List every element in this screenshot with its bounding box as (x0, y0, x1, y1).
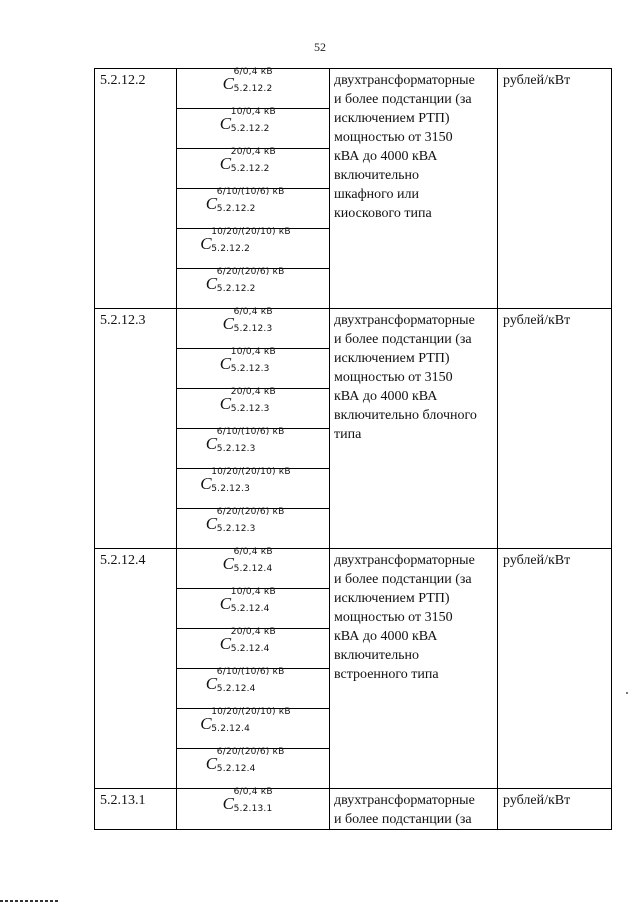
rate-symbol-voltage: 20/0,4 кВ (230, 387, 276, 397)
item-unit: рублей/кВт (498, 309, 612, 549)
rate-symbol-base: C (222, 314, 234, 333)
description-line: мощностью от 3150 (334, 130, 453, 145)
description-line: и более подстанции (за (334, 332, 472, 347)
rate-symbol-base: C (200, 714, 212, 733)
description-line: шкафного или (334, 187, 420, 202)
rate-symbol-cell (177, 629, 330, 669)
rate-symbol-cell (177, 229, 330, 269)
rate-symbol-base: C (200, 474, 212, 493)
rate-symbol-index: 5.2.12.4 (233, 564, 273, 574)
rate-symbol-base: C (219, 394, 232, 413)
rate-symbol-index: 5.2.12.4 (230, 604, 270, 614)
rate-symbol-cell (177, 509, 330, 549)
item-code: 5.2.12.2 (95, 69, 177, 309)
rate-symbol-base: C (205, 514, 218, 533)
description-line: исключением РТП) (334, 111, 450, 126)
rate-symbol-base: C (219, 594, 232, 613)
rate-symbol-cell (177, 189, 330, 229)
rate-symbol-base: C (219, 634, 232, 653)
description-line: киоскового типа (334, 206, 432, 221)
rate-symbol-cell (177, 269, 330, 309)
description-line: двухтрансформаторные (334, 793, 475, 808)
rate-symbol-voltage: 6/0,4 кВ (233, 67, 273, 77)
description-line: и более подстанции (за (334, 92, 472, 107)
rate-symbol-base: C (219, 354, 232, 373)
description-line: типа (334, 427, 362, 442)
rate-symbol-voltage: 6/20/(20/6) кВ (216, 747, 285, 757)
item-code: 5.2.13.1 (95, 789, 177, 830)
item-description (330, 69, 498, 309)
rate-symbol-cell (177, 469, 330, 509)
description-line: кВА до 4000 кВА (334, 629, 438, 644)
description-line: включительно блочного (334, 408, 477, 423)
description-line: включительно (334, 168, 420, 183)
rate-symbol-voltage: 10/20/(20/10) кВ (211, 707, 291, 717)
rate-symbol-voltage: 6/0,4 кВ (233, 547, 273, 557)
description-line: двухтрансформаторные (334, 73, 475, 88)
rate-symbol-base: C (205, 434, 218, 453)
rate-symbol (200, 467, 306, 497)
rate-symbol-base: C (222, 74, 234, 93)
description-line: двухтрансформаторные (334, 553, 475, 568)
description-line: и более подстанции (за (334, 812, 472, 827)
scan-edge-mark (0, 900, 58, 902)
rate-symbol (222, 547, 284, 577)
description-line: исключением РТП) (334, 351, 450, 366)
item-description (330, 789, 498, 830)
rate-symbol-index: 5.2.12.3 (216, 444, 256, 454)
rate-symbol-base: C (205, 754, 218, 773)
rate-symbol-voltage: 10/0,4 кВ (230, 347, 276, 357)
rate-symbol-voltage: 20/0,4 кВ (230, 627, 276, 637)
rate-symbol-cell (177, 429, 330, 469)
rate-symbol-voltage: 10/20/(20/10) кВ (211, 467, 291, 477)
table-row (95, 789, 612, 830)
description-line: кВА до 4000 кВА (334, 389, 438, 404)
rate-symbol-index: 5.2.12.3 (211, 484, 251, 494)
rate-symbol (222, 67, 284, 97)
rate-symbol-base: C (205, 674, 218, 693)
rate-symbol-base: C (219, 154, 232, 173)
rate-symbol-cell (177, 549, 330, 589)
tariff-table (94, 68, 612, 830)
rate-symbol (205, 507, 300, 537)
rate-symbol-cell (177, 389, 330, 429)
rate-symbol-base: C (219, 114, 232, 133)
item-code: 5.2.12.4 (95, 549, 177, 789)
rate-symbol-cell (177, 69, 330, 109)
rate-symbol (222, 307, 284, 337)
rate-symbol-cell (177, 669, 330, 709)
rate-symbol-voltage: 10/20/(20/10) кВ (211, 227, 291, 237)
rate-symbol-index: 5.2.12.4 (216, 684, 256, 694)
rate-symbol-base: C (200, 234, 212, 253)
rate-symbol-voltage: 10/0,4 кВ (230, 107, 276, 117)
rate-symbol (219, 147, 286, 177)
item-description (330, 309, 498, 549)
rate-symbol-index: 5.2.12.2 (216, 284, 256, 294)
rate-symbol-base: C (222, 794, 234, 813)
rate-symbol-index: 5.2.12.2 (211, 244, 251, 254)
rate-symbol-index: 5.2.12.4 (216, 764, 256, 774)
rate-symbol-base: C (222, 554, 234, 573)
rate-symbol-index: 5.2.12.2 (233, 84, 273, 94)
item-unit: рублей/кВт (498, 549, 612, 789)
rate-symbol (205, 747, 300, 777)
table-row (95, 549, 612, 589)
rate-symbol-index: 5.2.12.3 (233, 324, 273, 334)
item-description (330, 549, 498, 789)
rate-symbol (205, 267, 300, 297)
rate-symbol-base: C (205, 274, 218, 293)
description-line: двухтрансформаторные (334, 313, 475, 328)
rate-symbol-index: 5.2.12.2 (230, 124, 270, 134)
rate-symbol-cell (177, 789, 330, 830)
rate-symbol-index: 5.2.12.3 (216, 524, 256, 534)
rate-symbol-cell (177, 309, 330, 349)
rate-symbol-voltage: 10/0,4 кВ (230, 587, 276, 597)
item-code: 5.2.12.3 (95, 309, 177, 549)
rate-symbol-voltage: 6/20/(20/6) кВ (216, 267, 285, 277)
rate-symbol-voltage: 6/10/(10/6) кВ (216, 667, 285, 677)
rate-symbol-cell (177, 109, 330, 149)
rate-symbol (205, 427, 300, 457)
rate-symbol-index: 5.2.13.1 (233, 804, 273, 814)
rate-symbol-voltage: 6/0,4 кВ (233, 307, 273, 317)
rate-symbol (205, 187, 300, 217)
rate-symbol-cell (177, 589, 330, 629)
rate-symbol (219, 627, 286, 657)
rate-symbol-index: 5.2.12.2 (230, 164, 270, 174)
rate-symbol (219, 587, 286, 617)
rate-symbol-cell (177, 149, 330, 189)
description-line: мощностью от 3150 (334, 610, 453, 625)
description-line: кВА до 4000 кВА (334, 149, 438, 164)
rate-symbol-voltage: 6/10/(10/6) кВ (216, 427, 285, 437)
rate-symbol-cell (177, 349, 330, 389)
table-row (95, 309, 612, 349)
rate-symbol-voltage: 20/0,4 кВ (230, 147, 276, 157)
rate-symbol-index: 5.2.12.4 (230, 644, 270, 654)
rate-symbol (205, 667, 300, 697)
rate-symbol (219, 347, 286, 377)
rate-symbol (219, 107, 286, 137)
description-line: встроенного типа (334, 667, 439, 682)
table-row (95, 69, 612, 109)
item-unit: рублей/кВт (498, 69, 612, 309)
description-line: и более подстанции (за (334, 572, 472, 587)
rate-symbol-index: 5.2.12.4 (211, 724, 251, 734)
rate-symbol-voltage: 6/0,4 кВ (233, 787, 273, 797)
rate-symbol-cell (177, 709, 330, 749)
rate-symbol-voltage: 6/10/(10/6) кВ (216, 187, 285, 197)
rate-symbol (200, 707, 306, 737)
rate-symbol-index: 5.2.12.3 (230, 404, 270, 414)
rate-symbol (222, 787, 284, 817)
page-number: 52 (314, 40, 326, 54)
item-unit: рублей/кВт (498, 789, 612, 830)
rate-symbol-base: C (205, 194, 218, 213)
rate-symbol (219, 387, 286, 417)
scan-dot (626, 692, 628, 694)
rate-symbol (200, 227, 306, 257)
description-line: мощностью от 3150 (334, 370, 453, 385)
description-line: включительно (334, 648, 420, 663)
rate-symbol-index: 5.2.12.2 (216, 204, 256, 214)
description-line: исключением РТП) (334, 591, 450, 606)
rate-symbol-voltage: 6/20/(20/6) кВ (216, 507, 285, 517)
rate-symbol-cell (177, 749, 330, 789)
rate-symbol-index: 5.2.12.3 (230, 364, 270, 374)
